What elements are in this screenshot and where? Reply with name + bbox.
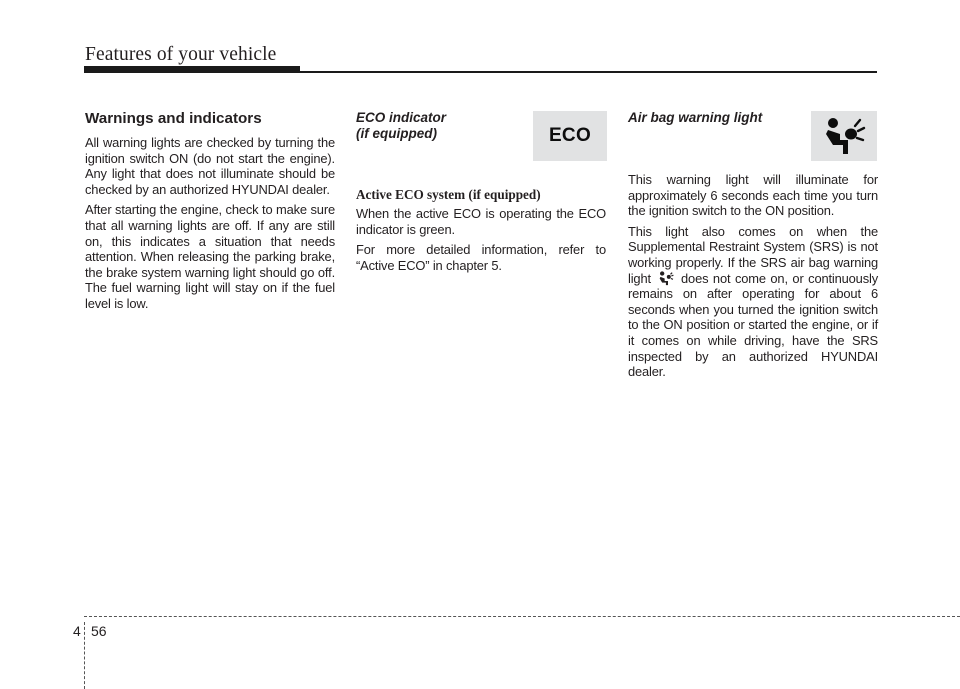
paragraph: For more detailed information, refer to “Active ECO” in chapter 5. — [356, 242, 606, 273]
airbag-icon — [819, 114, 869, 158]
footer-rule — [84, 616, 960, 617]
footer-divider — [84, 622, 85, 689]
paragraph: After starting the engine, check to make sure that all warning lights are off. If any are still on, this indicates a situation that needs attention. When releasing the parking brake, the brake system warning light should go off. The fuel warning light will stay on if the fuel level is low. — [85, 202, 335, 311]
text-fragment: This light also comes on when the Supplemental Restraint System (SRS) is not working properly. If the SRS air bag warning light — [628, 223, 878, 286]
airbag-icon — [657, 271, 674, 286]
paragraph — [628, 224, 878, 380]
paragraph: When the active ECO is operating the ECO indicator is green. — [356, 206, 606, 237]
paragraph: All warning lights are checked by turning the ignition switch ON (do not start the engine). Any light that does not illuminate should be checked by an authorized HYUNDAI dealer. — [85, 135, 335, 197]
page-number: 56 — [91, 623, 107, 639]
section-heading: Warnings and indicators — [85, 110, 262, 127]
page-header-title: Features of your vehicle — [85, 44, 277, 65]
eco-icon-label: ECO — [548, 125, 592, 146]
eco-heading-note: (if equipped) — [356, 126, 437, 141]
header-bar — [84, 66, 300, 73]
header-rule — [300, 71, 877, 73]
chapter-number: 4 — [73, 623, 81, 639]
paragraph: This warning light will illuminate for approximately 6 seconds each time you turn the ignition switch to the ON position. — [628, 172, 878, 219]
warnings-section — [85, 110, 335, 317]
eco-heading: ECO indicator — [356, 110, 447, 125]
airbag-heading: Air bag warning light — [628, 110, 763, 125]
eco-subheading: Active ECO system (if equipped) — [356, 187, 541, 202]
airbag-warning-icon — [811, 111, 877, 161]
text-fragment: does not come on, or continuously remains on after operating for about 6 seconds when you turned the ignition switch to the ON position or started the engine, or if it comes on while driving, have the SRS inspected by an authorized HYUNDAI dealer. — [628, 270, 879, 380]
eco-indicator-icon — [533, 111, 607, 161]
